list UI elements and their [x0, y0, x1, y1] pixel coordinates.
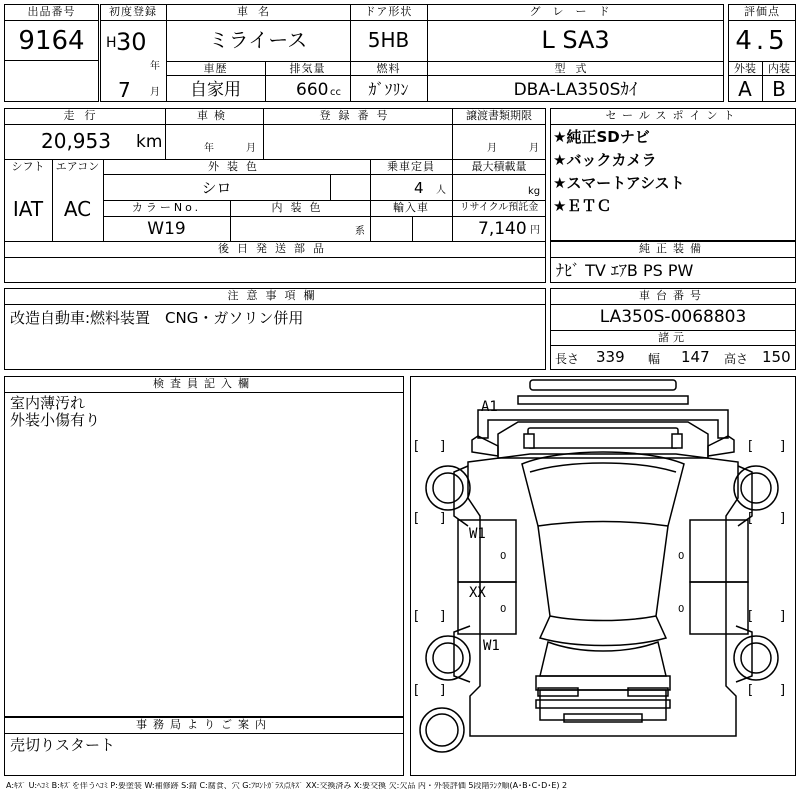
inspection-year-unit: 年	[204, 143, 214, 154]
fuel-value: ｶﾞｿﾘﾝ	[368, 80, 409, 99]
bracket-mark: [	[414, 609, 420, 624]
damage-mark-left-front-door: W1	[469, 526, 486, 542]
inspection-month-unit: 月	[246, 143, 256, 154]
dimensions-label: 諸元	[658, 331, 688, 344]
car-name-value: ミライース	[208, 28, 308, 52]
history-label: 車歴	[203, 62, 228, 75]
shift-label: シフト	[11, 160, 45, 173]
exterior-label: 外装	[734, 62, 756, 75]
damage-mark-front: A1	[481, 399, 498, 415]
lot-number-value: 9164	[18, 26, 85, 56]
width-value: 147	[681, 348, 710, 366]
capacity-value: 4	[414, 179, 424, 197]
genuine-equipment-value: ﾅﾋﾞ TV ｴｱB PS PW	[556, 261, 694, 280]
car-name-label: 車名	[237, 5, 279, 18]
bracket-mark: [	[414, 683, 420, 698]
transfer-deadline-label: 譲渡書類期限	[466, 109, 532, 122]
score-value: 4.5	[735, 26, 789, 56]
color-no-label: カラーNo.	[131, 201, 202, 214]
notes-label: 注意事項欄	[227, 289, 323, 302]
door-type-value: 5HB	[367, 28, 410, 52]
first-registration-label: 初度登録	[109, 5, 157, 18]
office-guide-text: 売切りスタート	[10, 736, 116, 754]
recycle-fee-label: リサイクル預託金	[459, 202, 539, 213]
aircon-label: エアコン	[55, 160, 100, 173]
tread-mark: 0	[678, 551, 685, 562]
model-code-value: DBA-LA350Sｶｲ	[513, 80, 638, 100]
registration-month: 7	[118, 78, 131, 102]
sales-point-item: ★バックカメラ	[553, 151, 657, 169]
bracket-mark: [	[748, 439, 754, 454]
genuine-equipment-label: 純正装備	[639, 242, 707, 255]
bracket-mark: [	[748, 609, 754, 624]
bracket-mark: ]	[780, 439, 786, 454]
sales-point-item: ★純正SDナビ	[553, 128, 650, 146]
transfer-month-unit: 月	[487, 143, 497, 154]
sales-points-label: セールスポイント	[605, 109, 741, 122]
inspector-notes-label: 検査員記入欄	[153, 377, 255, 390]
recycle-fee-value: 7,140	[478, 219, 527, 239]
grade-label: グレード	[529, 5, 622, 18]
exterior-color-value: シロ	[201, 179, 232, 197]
notes-text: 改造自動車:燃料装置 CNG・ガソリン併用	[10, 309, 304, 327]
bracket-mark: ]	[780, 609, 786, 624]
inspection-label: 車検	[197, 109, 231, 122]
height-label: 高さ	[724, 352, 749, 366]
registration-year: 30	[116, 28, 147, 56]
fuel-label: 燃料	[376, 62, 401, 75]
bracket-mark: [	[748, 683, 754, 698]
tread-mark: 0	[500, 604, 507, 615]
bracket-mark: [	[748, 511, 754, 526]
score-label: 評価点	[744, 5, 780, 18]
length-value: 339	[596, 348, 625, 366]
damage-mark-left-rear: W1	[483, 638, 500, 654]
month-unit: 月	[150, 87, 160, 98]
interior-grade-value: B	[772, 77, 786, 101]
width-label: 幅	[648, 352, 661, 366]
history-value: 自家用	[190, 80, 241, 100]
height-value: 150	[762, 348, 791, 366]
bracket-mark: ]	[440, 609, 446, 624]
chassis-number-value: LA350S-0068803	[599, 307, 747, 327]
bracket-mark: [	[414, 439, 420, 454]
damage-legend: A:ｷｽﾞ U:ﾍｺﾐ B:ｷｽﾞを伴うﾍｺﾐ P:要塗装 W:補修跡 S:錆 C:腐食、穴 G:ﾌﾛﾝﾄｶﾞﾗｽ点ｷｽﾞ XX:交換済み X:要交換 欠:欠品 内・外装評価 5段階ﾗﾝｸ順(A･B･C･D･E) 2	[6, 782, 568, 790]
door-type-label: ドア形状	[364, 5, 413, 18]
car-diagram	[410, 376, 796, 776]
interior-label: 内装	[768, 62, 790, 75]
bracket-mark: ]	[780, 511, 786, 526]
yen-unit: 円	[530, 225, 540, 236]
displacement-label: 排気量	[289, 62, 326, 75]
tread-mark: 0	[678, 604, 685, 615]
color-no-value: W19	[147, 219, 186, 239]
exterior-grade-value: A	[738, 77, 752, 101]
registration-number-label: 登録番号	[319, 109, 396, 122]
year-unit: 年	[150, 61, 160, 72]
exterior-color-label: 外装色	[208, 160, 265, 173]
bracket-mark: [	[414, 511, 420, 526]
inspector-note-line: 外装小傷有り	[10, 411, 101, 429]
era-label: H	[106, 35, 117, 51]
kei-unit: 系	[355, 226, 365, 237]
sales-point-item: ★ＥＴＣ	[553, 197, 612, 215]
tread-mark: 0	[500, 551, 507, 562]
import-label: 輸入車	[393, 201, 429, 214]
damage-mark-left-rear-door: XX	[469, 585, 486, 601]
office-guide-label: 事務局よりご案内	[136, 718, 272, 731]
length-label: 長さ	[555, 352, 580, 366]
grade-value: L SA3	[541, 26, 610, 54]
shift-value: IAT	[12, 197, 44, 221]
interior-color-label: 内装色	[271, 201, 329, 214]
mileage-value: 20,953	[41, 129, 111, 153]
person-unit: 人	[436, 185, 446, 196]
transfer-day-unit: 月	[529, 143, 539, 154]
aircon-value: AC	[63, 197, 92, 221]
model-code-label: 型式	[554, 62, 597, 75]
sales-point-item: ★スマートアシスト	[553, 174, 685, 192]
bracket-mark: ]	[440, 511, 446, 526]
max-load-label: 最大積載量	[471, 160, 527, 173]
bracket-mark: ]	[440, 683, 446, 698]
km-unit: km	[136, 132, 163, 152]
lot-number-label: 出品番号	[27, 5, 76, 18]
capacity-label: 乗車定員	[387, 160, 435, 173]
chassis-number-label: 車台番号	[639, 289, 707, 302]
mileage-label: 走行	[63, 109, 106, 122]
cc-unit: cc	[330, 87, 341, 98]
later-parts-label: 後日発送部品	[218, 242, 332, 255]
bracket-mark: ]	[780, 683, 786, 698]
displacement-value: 660	[296, 80, 329, 100]
bracket-mark: ]	[440, 439, 446, 454]
inspector-note-line: 室内薄汚れ	[10, 394, 86, 412]
kg-unit: kg	[528, 186, 541, 197]
